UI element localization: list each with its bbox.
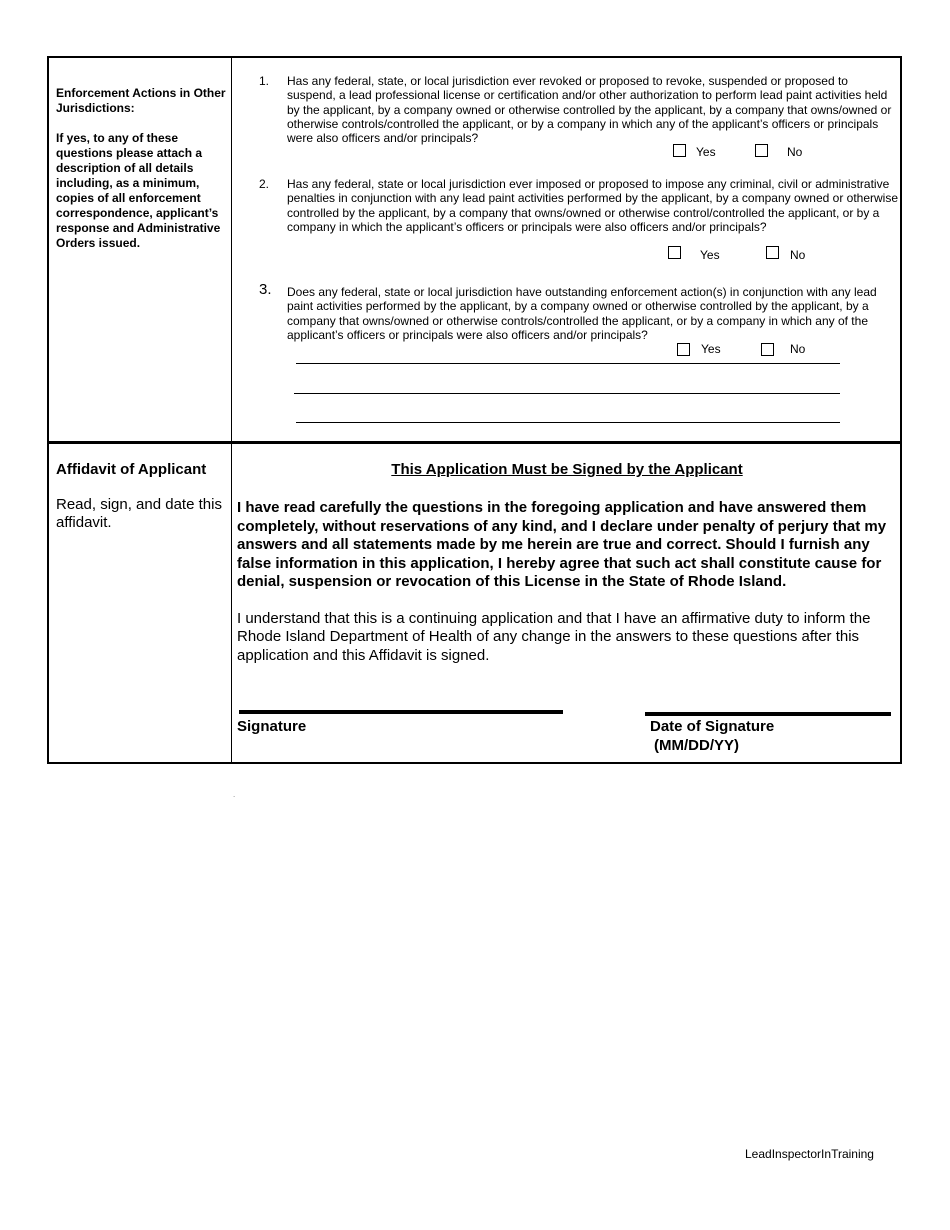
q3-no-checkbox[interactable] (761, 343, 774, 356)
question-text: Does any federal, state or local jurisdiction have outstanding enforcement action(s) in conjunction with any lead paint activities performed by the applicant, by a company owned or otherwise controlled by the applicant, by a company that owns/owned or otherwise controls/controlled the applicant, or by a company in which any of the applicant’s officers or principals were also officers and/or principals? (287, 285, 877, 342)
section-divider (49, 441, 900, 444)
date-format: (MM/DD/YY) (654, 736, 739, 754)
date-signature-line[interactable] (645, 712, 891, 716)
answer-line-3[interactable] (296, 422, 840, 423)
q1-yes-checkbox[interactable] (673, 144, 686, 157)
affidavit-section-label (56, 461, 224, 532)
affidavit-heading: Affidavit of Applicant (56, 461, 207, 478)
q3-yes-label: Yes (701, 342, 721, 356)
signature-line[interactable] (239, 710, 563, 714)
affidavit-title: This Application Must be Signed by the Applicant (391, 461, 743, 478)
question-number: 3. (259, 281, 272, 298)
enforcement-heading: Enforcement Actions in Other Jurisdictions: (56, 86, 226, 115)
column-divider (231, 58, 232, 762)
question-number: 1. (259, 74, 270, 88)
enforcement-section-label (56, 86, 226, 251)
q3-yes-checkbox[interactable] (677, 343, 690, 356)
question-number: 2. (259, 177, 270, 191)
enforcement-instructions: If yes, to any of these questions please attach a description of all details including, as a minimum, copies of all enforcement correspondence, applicant’s response and Administrative Orders issued. (56, 131, 221, 250)
date-of-signature-label (650, 718, 774, 755)
q3-no-label: No (790, 342, 806, 356)
q2-no-label: No (790, 248, 806, 262)
q1-no-label: No (787, 145, 803, 159)
answer-line-1[interactable] (296, 363, 840, 364)
q2-no-checkbox[interactable] (766, 246, 779, 259)
affidavit-declaration: I have read carefully the questions in the foregoing application and have answered them completely, without reservations of any kind, and I declare under penalty of perjury that my answers and all statements made by me herein are true and correct. Should I furnish any false information in this application, I hereby agree that such act shall constitute cause for denial, suspension or revocation of this License in the State of Rhode Island. (237, 499, 887, 591)
affidavit-continuing-duty: I understand that this is a continuing application and that I have an affirmative duty to inform the Rhode Island Department of Health of any change in the answers to these questions after this application and this Affidavit is signed. (237, 610, 871, 664)
date-label: Date of Signature (650, 718, 775, 735)
question-text: Has any federal, state or local jurisdiction ever imposed or proposed to impose any criminal, civil or administrative penalties in conjunction with any lead paint activities performed by the applicant, by a company owned or otherwise controlled by the applicant, by a company that owns/owned or otherwise control/controlled the applicant, or by a company in which the applicant’s officers or principals were also officers and/or principals? (287, 177, 899, 234)
application-form-table (47, 56, 902, 764)
q1-yes-label: Yes (696, 145, 716, 159)
q1-no-checkbox[interactable] (755, 144, 768, 157)
q2-yes-label: Yes (700, 248, 720, 262)
question-text: Has any federal, state, or local jurisdiction ever revoked or proposed to revoke, suspended or proposed to suspend, a lead professional license or certification and/or other authorization to perform lead paint activities held by the applicant, by a company owned or otherwise controlled by the applicant, by a company that owns/owned or otherwise controls/controlled the applicant, or by a company in which any of the applicant’s officers or principals were also officers and/or principals? (287, 74, 892, 146)
footer-text: LeadInspectorInTraining (745, 1147, 874, 1161)
answer-line-2[interactable] (294, 393, 840, 394)
q2-yes-checkbox[interactable] (668, 246, 681, 259)
stray-mark: . (233, 790, 236, 799)
affidavit-subtext: Read, sign, and date this affidavit. (56, 496, 222, 531)
signature-label: Signature (237, 718, 307, 735)
